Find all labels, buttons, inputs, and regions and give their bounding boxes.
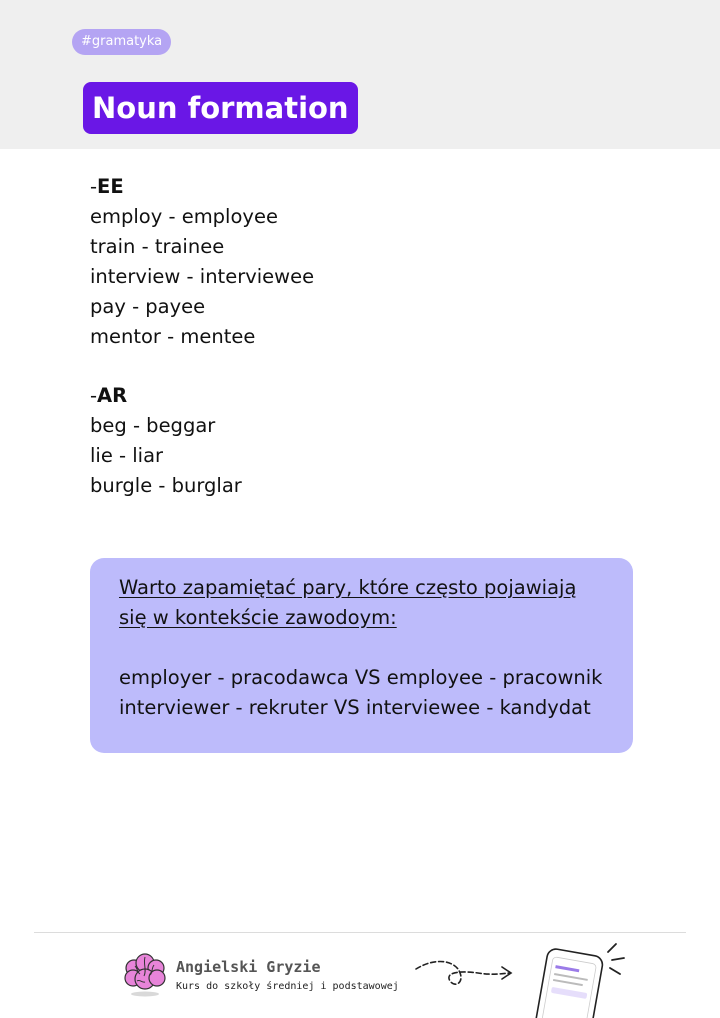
section-ar: [90, 381, 242, 501]
word-pair: beg - beggar: [90, 414, 216, 437]
word-pair: pay - payee: [90, 295, 206, 318]
word-pair: burgle - burglar: [90, 474, 242, 497]
word-pair: train - trainee: [90, 235, 225, 258]
brain-icon: [123, 952, 167, 998]
curly-arrow-icon: [412, 955, 522, 995]
brand-name: Angielski Gryzie: [176, 958, 321, 976]
word-pair: lie - liar: [90, 444, 164, 467]
tip-box: [90, 558, 633, 753]
phone-icon: [520, 938, 630, 1018]
tip-intro-line: się w kontekście zawodoym:: [119, 606, 397, 629]
page-title: Noun formation: [83, 82, 358, 134]
footer-divider: [34, 932, 686, 933]
tip-pair-line: employer - pracodawca VS employee - pracownik: [119, 666, 603, 689]
word-pair: employ - employee: [90, 205, 278, 228]
section-heading: -AR: [90, 384, 128, 407]
category-tag[interactable]: #gramatyka: [72, 29, 171, 55]
brand-subtitle: Kurs do szkoły średniej i podstawowej: [176, 981, 399, 992]
tip-pair-line: interviewer - rekruter VS interviewee - kandydat: [119, 696, 591, 719]
word-pair: mentor - mentee: [90, 325, 256, 348]
spacer: [119, 633, 602, 663]
section-heading: -EE: [90, 175, 124, 198]
tip-intro-line: Warto zapamiętać pary, które często pojawiają: [119, 576, 577, 599]
word-pair: interview - interviewee: [90, 265, 315, 288]
section-ee: [90, 172, 314, 352]
